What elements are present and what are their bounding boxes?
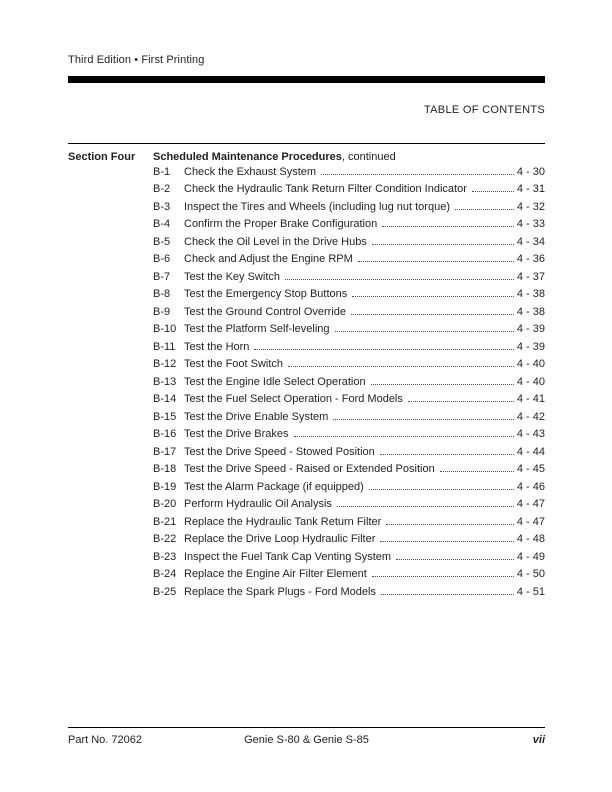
toc-entry-page: 4 - 51 [516,585,545,598]
section-title-suffix: , continued [341,151,396,163]
toc-entry-title: Replace the Engine Air Filter Element [184,568,367,580]
toc-entry-title: Test the Drive Brakes [184,428,289,440]
toc-entry[interactable] [153,423,545,441]
toc-entry-id: B-5 [153,235,171,248]
toc-entry-id: B-20 [153,498,177,510]
toc-entry-id: B-16 [153,428,177,440]
toc-leader-dots [408,401,514,402]
toc-entry[interactable] [153,248,545,266]
toc-entry-title: Check and Adjust the Engine RPM [184,253,353,265]
toc-entry-page: 4 - 40 [516,375,545,388]
toc-list [153,160,545,598]
toc-leader-dots [380,541,513,542]
toc-entry-title: Perform Hydraulic Oil Analysis [184,498,332,510]
toc-entry-id: B-21 [153,515,177,528]
toc-entry-title: Check the Oil Level in the Drive Hubs [184,235,367,248]
toc-leader-dots [288,366,514,367]
toc-entry-page: 4 - 34 [516,235,545,248]
toc-entry-page: 4 - 46 [516,480,545,493]
toc-entry-title: Check the Exhaust System [184,165,317,178]
toc-entry[interactable] [153,335,545,353]
toc-leader-dots [386,524,514,525]
toc-entry-title: Test the Platform Self-leveling [184,323,330,335]
toc-leader-dots [440,471,514,472]
toc-entry-id: B-4 [153,218,171,230]
toc-entry-title: Test the Foot Switch [184,358,284,370]
toc-entry-page: 4 - 39 [516,340,545,353]
header-divider-bar [68,76,545,83]
footer-page-number: vii [532,734,545,746]
toc-leader-dots [455,209,514,210]
toc-leader-dots [254,349,513,350]
toc-leader-dots [358,261,514,262]
toc-entry[interactable] [153,440,545,458]
toc-entry[interactable] [153,388,545,406]
toc-entry[interactable] [153,213,545,231]
toc-leader-dots [333,419,514,420]
toc-entry-id: B-18 [153,463,177,475]
toc-entry[interactable] [153,318,545,336]
toc-leader-dots [380,454,514,455]
toc-entry-title: Test the Drive Speed - Raised or Extended Position [184,463,435,475]
toc-entry-title: Replace the Drive Loop Hydraulic Filter [184,533,376,545]
footer-model-name: Genie S-80 & Genie S-85 [244,734,369,746]
toc-entry[interactable] [153,283,545,301]
toc-entry-title: Test the Engine Idle Select Operation [184,375,366,388]
toc-entry-title: Test the Horn [184,340,250,353]
toc-entry[interactable] [153,563,545,581]
toc-entry-page: 4 - 31 [516,183,545,195]
toc-entry-id: B-12 [153,358,177,370]
toc-entry-page: 4 - 50 [516,568,545,580]
toc-leader-dots [321,174,514,175]
toc-entry-id: B-8 [153,288,171,300]
toc-entry[interactable] [153,195,545,213]
toc-leader-dots [351,314,514,315]
toc-entry-page: 4 - 40 [516,358,545,370]
section-title-bold: Scheduled Maintenance Procedures [153,151,342,163]
toc-entry-id: B-25 [153,585,177,598]
toc-entry[interactable] [153,230,545,248]
footer-part-number: Part No. 72062 [68,734,142,746]
toc-entry-id: B-13 [153,375,177,388]
toc-entry-page: 4 - 45 [516,463,545,475]
toc-entry[interactable] [153,528,545,546]
page-title: TABLE OF CONTENTS [423,104,545,116]
toc-leader-dots [372,576,514,577]
toc-entry-page: 4 - 39 [516,323,545,335]
toc-entry[interactable] [153,405,545,423]
toc-entry-id: B-17 [153,445,177,458]
toc-entry-page: 4 - 37 [516,270,545,283]
toc-entry-title: Test the Drive Speed - Stowed Position [184,445,375,458]
toc-entry-title: Test the Key Switch [184,270,280,283]
header-edition-text: Third Edition • First Printing [68,54,205,66]
toc-leader-dots [381,594,514,595]
toc-entry[interactable] [153,300,545,318]
toc-entry-title: Test the Emergency Stop Buttons [184,288,348,300]
toc-entry[interactable] [153,370,545,388]
toc-entry-page: 4 - 36 [516,253,545,265]
toc-leader-dots [335,331,514,332]
toc-entry[interactable] [153,545,545,563]
toc-entry-page: 4 - 47 [516,515,545,528]
toc-entry-title: Check the Hydraulic Tank Return Filter Condition Indicator [184,183,467,195]
toc-leader-dots [294,436,514,437]
toc-leader-dots [352,296,514,297]
toc-entry-id: B-11 [153,340,176,353]
toc-entry-page: 4 - 41 [516,393,545,405]
toc-entry[interactable] [153,458,545,476]
toc-entry-page: 4 - 38 [516,305,545,318]
toc-leader-dots [369,489,514,490]
toc-entry-title: Replace the Hydraulic Tank Return Filter [184,515,382,528]
toc-entry-id: B-15 [153,410,177,423]
toc-entry-id: B-14 [153,393,177,405]
toc-entry[interactable] [153,475,545,493]
toc-leader-dots [396,559,514,560]
toc-entry-id: B-9 [153,305,171,318]
toc-entry-page: 4 - 43 [516,428,545,440]
toc-entry-title: Test the Alarm Package (if equipped) [184,480,364,493]
toc-entry[interactable] [153,265,545,283]
toc-leader-dots [371,384,514,385]
footer [68,734,545,746]
toc-entry-title: Inspect the Tires and Wheels (including lug nut torque) [184,200,450,213]
footer-divider-rule [68,727,545,728]
toc-entry-title: Confirm the Proper Brake Configuration [184,218,378,230]
toc-entry-title: Test the Ground Control Override [184,305,347,318]
toc-entry-id: B-7 [153,270,171,283]
toc-entry-id: B-2 [153,183,171,195]
toc-entry-page: 4 - 33 [516,218,545,230]
toc-entry-page: 4 - 42 [516,410,545,423]
toc-entry[interactable] [153,160,545,178]
toc-entry-title: Replace the Spark Plugs - Ford Models [184,585,376,598]
toc-entry-id: B-24 [153,568,177,580]
toc-entry-id: B-6 [153,253,171,265]
toc-entry-title: Test the Fuel Select Operation - Ford Models [184,393,403,405]
toc-leader-dots [285,279,514,280]
toc-leader-dots [472,191,514,192]
toc-entry-page: 4 - 48 [516,533,545,545]
toc-entry-page: 4 - 47 [516,498,545,510]
toc-entry-id: B-1 [153,165,171,178]
section-divider-rule [68,143,545,144]
toc-entry[interactable] [153,178,545,196]
toc-entry-page: 4 - 32 [516,200,545,213]
toc-entry-title: Inspect the Fuel Tank Cap Venting System [184,550,392,563]
toc-entry-id: B-22 [153,533,177,545]
toc-entry-title: Test the Drive Enable System [184,410,329,423]
toc-leader-dots [337,506,514,507]
toc-entry-page: 4 - 44 [516,445,545,458]
toc-entry-page: 4 - 38 [516,288,545,300]
toc-leader-dots [372,244,514,245]
toc-entry[interactable] [153,353,545,371]
toc-entry[interactable] [153,580,545,598]
toc-leader-dots [382,226,514,227]
toc-entry-id: B-19 [153,480,177,493]
toc-entry-id: B-3 [153,200,171,213]
toc-entry-id: B-23 [153,550,177,563]
toc-entry[interactable] [153,493,545,511]
toc-entry-page: 4 - 30 [516,165,545,178]
section-label: Section Four [68,151,136,163]
toc-entry-id: B-10 [153,323,177,335]
toc-entry-page: 4 - 49 [516,550,545,563]
toc-entry[interactable] [153,510,545,528]
